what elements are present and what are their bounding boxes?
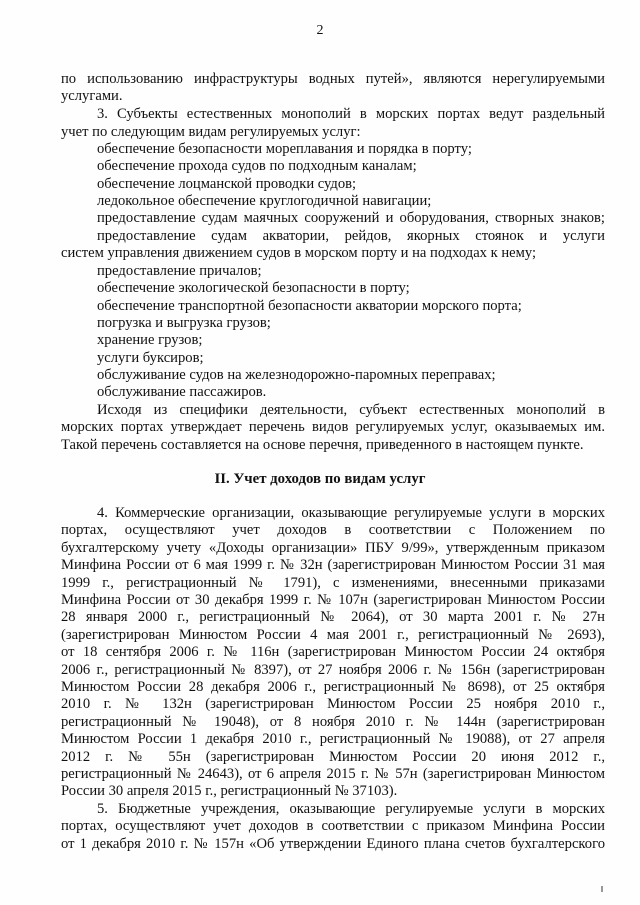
text-line: 2010 г. № 132н (зарегистрирован Минюстом России 25 ноября 2010 г.,: [61, 696, 605, 712]
list-item: предоставление судам акватории, рейдов, якорных стоянок и услуги: [97, 228, 605, 244]
text-line: от 18 сентября 2006 г. № 116н (зарегистрирован Минюстом России 24 октября: [61, 644, 605, 660]
text-line: портах, осуществляют учет доходов в соответствии с Положением по: [61, 522, 605, 538]
scan-mark: [601, 886, 603, 892]
page-number: 2: [316, 23, 324, 38]
text-line: России 30 апреля 2015 г., регистрационный № 37103).: [61, 783, 398, 799]
text-line: 5. Бюджетные учреждения, оказывающие регулируемые услуги в морских: [97, 801, 605, 817]
list-item: предоставление судам маячных сооружений и оборудования, створных знаков;: [97, 210, 605, 226]
text-line: от 1 декабря 2010 г. № 157н «Об утверждении Единого плана счетов бухгалтерского: [61, 836, 605, 852]
text-line: 3. Субъекты естественных монополий в морских портах ведут раздельный: [97, 106, 605, 122]
text-line: регистрационный № 24643), от 6 апреля 2015 г. № 57н (зарегистрирован Минюстом: [61, 766, 605, 782]
list-item: ледокольное обеспечение круглогодичной навигации;: [97, 193, 432, 209]
text-line: 4. Коммерческие организации, оказывающие регулируемые услуги в морских: [97, 505, 605, 521]
text-line: морских портах утверждает перечень видов регулируемых услуг, оказываемых им.: [61, 419, 605, 435]
list-item: обеспечение транспортной безопасности акватории морского порта;: [97, 298, 522, 314]
list-item: хранение грузов;: [97, 332, 203, 348]
text-line: Исходя из специфики деятельности, субъект естественных монополий в: [97, 402, 605, 418]
list-item: обслуживание судов на железнодорожно-паромных переправах;: [97, 367, 496, 383]
text-line: бухгалтерскому учету «Доходы организации» ПБУ 9/99», утвержденным приказом: [61, 540, 605, 556]
text-line: по использованию инфраструктуры водных путей», являются нерегулируемыми: [61, 71, 605, 87]
text-line: Минфина России от 6 мая 1999 г. № 32н (зарегистрирован Минюстом России 31 мая: [61, 557, 605, 573]
text-line: портах, осуществляют учет доходов в соответствии с приказом Минфина России: [61, 818, 605, 834]
text-line: услугами.: [61, 88, 123, 104]
text-line: систем управления движением судов в морском порту и на подходах к нему;: [61, 245, 537, 261]
list-item: обслуживание пассажиров.: [97, 384, 267, 400]
text-line: Минюстом России 1 декабря 2010 г., регистрационный № 19088), от 27 апреля: [61, 731, 605, 747]
text-line: 2012 г. № 55н (зарегистрирован Минюстом России 20 июня 2012 г.,: [61, 749, 605, 765]
section-heading: II. Учет доходов по видам услуг: [214, 471, 426, 487]
text-line: 2006 г., регистрационный № 8397), от 27 ноября 2006 г. № 156н (зарегистрирован: [61, 662, 605, 678]
text-line: 28 января 2000 г., регистрационный № 2064), от 30 марта 2001 г. № 27н: [61, 609, 605, 625]
text-line: (зарегистрирован Минюстом России 4 мая 2001 г., регистрационный № 2693),: [61, 627, 605, 643]
list-item: обеспечение лоцманской проводки судов;: [97, 176, 357, 192]
text-line: учет по следующим видам регулируемых услуг:: [61, 124, 361, 140]
list-item: предоставление причалов;: [97, 263, 262, 279]
list-item: обеспечение экологической безопасности в порту;: [97, 280, 410, 296]
text-line: регистрационный № 19048), от 8 ноября 2010 г. № 144н (зарегистрирован: [61, 714, 605, 730]
list-item: услуги буксиров;: [97, 350, 204, 366]
list-item: обеспечение прохода судов по подходным каналам;: [97, 158, 417, 174]
list-item: обеспечение безопасности мореплавания и порядка в порту;: [97, 141, 472, 157]
text-line: Минфина России от 30 декабря 1999 г. № 107н (зарегистрирован Минюстом России: [61, 592, 605, 608]
text-line: 1999 г., регистрационный № 1791), с изменениями, внесенными приказами: [61, 575, 605, 591]
text-line: Минюстом России 28 декабря 2006 г., регистрационный № 8698), от 25 октября: [61, 679, 605, 695]
list-item: погрузка и выгрузка грузов;: [97, 315, 271, 331]
text-line: Такой перечень составляется на основе перечня, приведенного в настоящем пункте.: [61, 437, 584, 453]
